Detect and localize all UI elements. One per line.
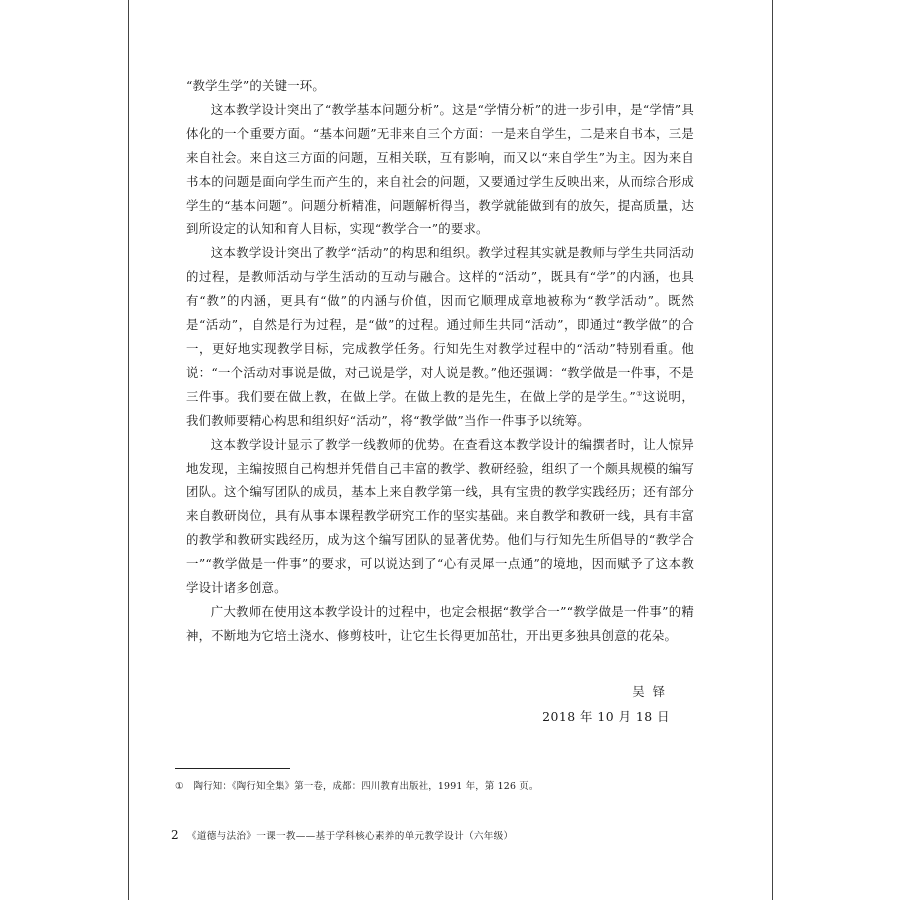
paragraph-teacher-advantage: 这本教学设计显示了教学一线教师的优势。在查看这本教学设计的编撰者时，让人惊异地发现，主编按照自己构想并凭借自己丰富的教学、教研经验，组织了一个颇具规模的编写团队。这个编写团队的成员，基本上来自教学第一线，具有宝贵的教学实践经历；还有部分来自教研岗位，具有从事本课程教学研究工作的坚实基础。来自教学和教研一线，具有丰富的教学和教研实践经历，成为这个编写团队的显著优势。他们与行知先生所倡导的“教学合一”“教学做是一件事”的要求，可以说达到了“心有灵犀一点通”的境地，因而赋予了这本教学设计诸多创意。 xyxy=(186,436,694,596)
author-signature: 吴铎 xyxy=(632,684,673,699)
paragraph-problem-analysis: 这本教学设计突出了“教学基本问题分析”。这是“学情分析”的进一步引申，是“学情”具体化的一个重要方面。“基本问题”无非来自三个方面：一是来自学生，二是来自书本，三是来自社会。来自这三方面的问题，互相关联，互有影响，而又以“来自学生”为主。因为来自书本的问题是面向学生而产生的，来自社会的问题，又要通过学生反映出来，从而综合形成学生的“基本问题”。问题分析精准，问题解析得当，教学就能做到有的放矢，提高质量，达到所设定的认知和育人目标，实现“教学合一”的要求。 xyxy=(186,101,694,237)
page-footer xyxy=(171,828,513,842)
activities-text-end: 这说明，我们教师要精心构思和组织好“活动”，将“教学做”当作一件事予以统筹。 xyxy=(186,388,694,428)
page-number: 2 xyxy=(171,828,179,842)
book-page xyxy=(128,0,773,900)
paragraph-closing: 广大教师在使用这本教学设计的过程中，也定会根据“教学合一”“教学做是一件事”的精神，不断地为它培土浇水、修剪枝叶，让它生长得更加茁壮，开出更多独具创意的花朵。 xyxy=(186,603,694,643)
footnote-divider xyxy=(175,768,290,769)
footnote-text: 陶行知：《陶行知全集》第一卷，成都：四川教育出版社，1991 年，第 126 页。 xyxy=(193,781,539,792)
body-text xyxy=(186,74,694,648)
footnote xyxy=(175,778,538,792)
signature-date: 2018 年 10 月 18 日 xyxy=(542,709,670,724)
footnote-reference[interactable]: ① xyxy=(635,389,643,398)
paragraph-activities xyxy=(186,241,694,432)
running-title: 《道德与法治》一课一教——基于学科核心素养的单元教学设计（六年级） xyxy=(186,831,514,842)
activities-text: 这本教学设计突出了教学“活动”的构思和组织。教学过程其实就是教师与学生共同活动的过程，是教师活动与学生活动的互动与融合。这样的“活动”，既具有“学”的内涵，也具有“教”的内涵，更具有“做”的内涵与价值，因而它顺理成章地被称为“教学活动”。既然是“活动”，自然是行为过程，是“做”的过程。通过师生共同“活动”，即通过“教学做”的合一，更好地实现教学目标，完成教学任务。行知先生对教学过程中的“活动”特别看重。他说：“一个活动对事说是做，对己说是学，对人说是教。”他还强调：“教学做是一件事，不是三件事。我们要在做上教，在做上学。在做上教的是先生，在做上学的是学生。” xyxy=(186,245,694,404)
footnote-mark: ① xyxy=(175,781,184,792)
paragraph-continuation: “教学生学”的关键一环。 xyxy=(186,78,325,93)
